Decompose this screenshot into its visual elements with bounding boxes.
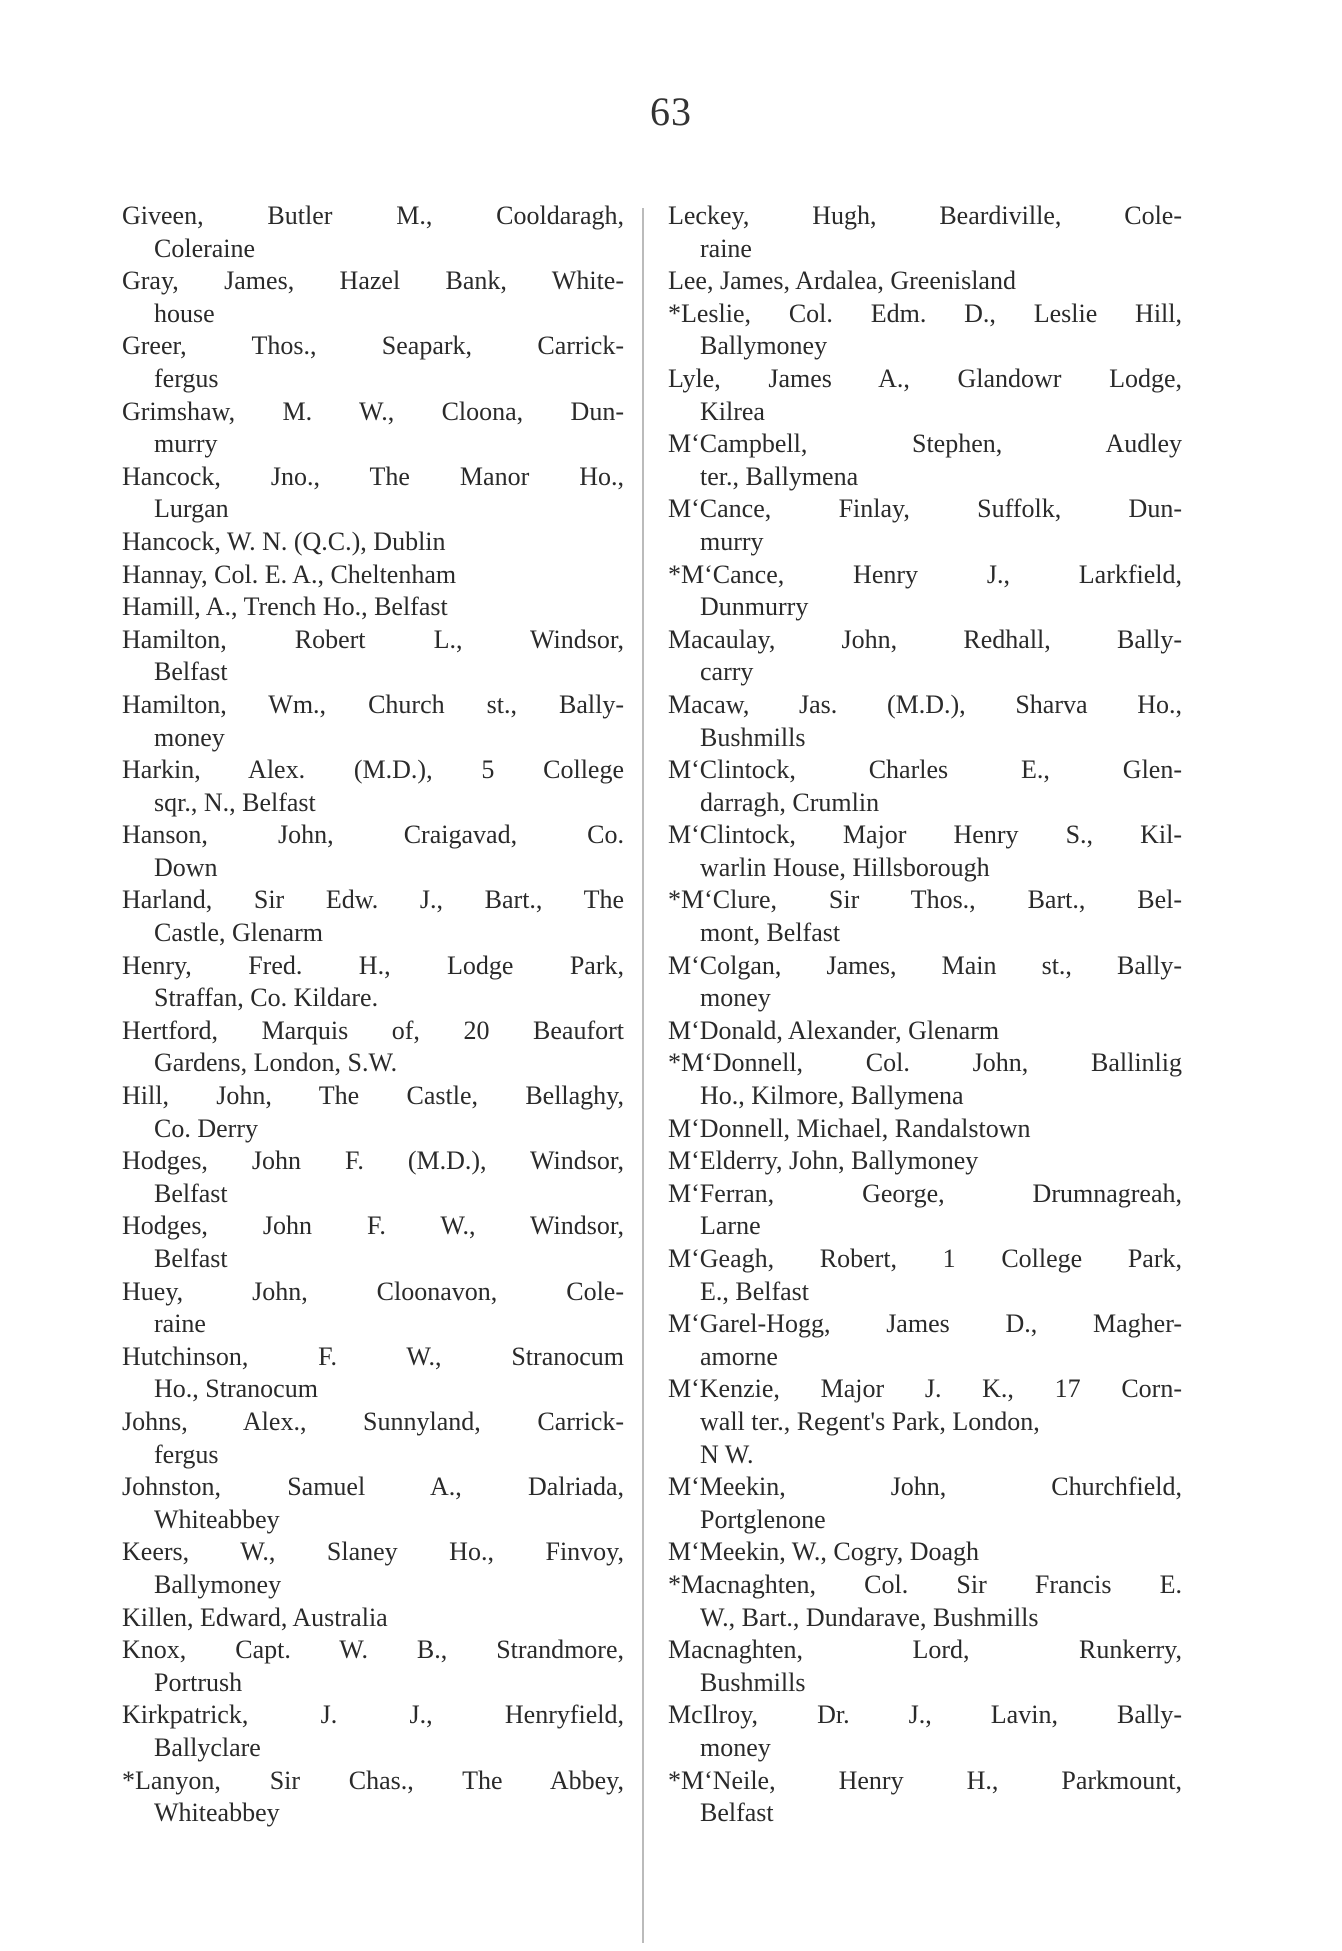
- directory-entry: [668, 950, 1182, 1015]
- entry-continuation: Belfast: [154, 1178, 228, 1208]
- directory-entry: [668, 428, 1182, 493]
- entry-line: Lyle, James A., Glandowr Lodge,: [668, 363, 1182, 393]
- entry-line: Gray, James, Hazel Bank, White-: [122, 266, 624, 296]
- entry-line: Macnaghten, Lord, Runkerry,: [668, 1635, 1182, 1665]
- directory-entry: [668, 265, 1182, 298]
- directory-entry: [122, 1276, 624, 1341]
- entry-line: M‘Garel-Hogg, James D., Magher-: [668, 1309, 1182, 1339]
- entry-line: M‘Clintock, Major Henry S., Kil-: [668, 820, 1182, 850]
- entry-continuation: Gardens, London, S.W.: [154, 1048, 398, 1078]
- entry-line: *Macnaghten, Col. Sir Francis E.: [668, 1569, 1182, 1599]
- entry-line: Leckey, Hugh, Beardiville, Cole-: [668, 201, 1182, 230]
- directory-entry: [122, 330, 624, 395]
- entry-continuation: house: [154, 298, 215, 328]
- entry-continuation: Lurgan: [154, 494, 229, 524]
- entry-continuation: Dunmurry: [700, 592, 809, 622]
- entry-continuation: Portrush: [154, 1667, 243, 1697]
- entry-continuation: Bushmills: [700, 1667, 806, 1697]
- directory-entry: [668, 1178, 1182, 1243]
- directory-entry: [668, 624, 1182, 689]
- directory-entry: [668, 1243, 1182, 1308]
- directory-entry: [122, 461, 624, 526]
- entry-line: M‘Donnell, Michael, Randalstown: [668, 1113, 1031, 1143]
- entry-line: Hodges, John F. W., Windsor,: [122, 1211, 624, 1241]
- entry-line: M‘Geagh, Robert, 1 College Park,: [668, 1244, 1182, 1273]
- directory-entry: [668, 1439, 1182, 1472]
- directory-entry: [668, 1308, 1182, 1373]
- directory-entry: [668, 754, 1182, 819]
- directory-entry: [668, 200, 1182, 265]
- directory-entry: [122, 1341, 624, 1406]
- directory-entry: [122, 754, 624, 819]
- entry-line: M‘Ferran, George, Drumnagreah,: [668, 1178, 1182, 1208]
- entry-line: Hutchinson, F. W., Stranocum: [122, 1341, 624, 1371]
- entry-continuation: sqr., N., Belfast: [154, 787, 316, 817]
- entry-continuation: money: [700, 1732, 771, 1762]
- entry-continuation: N W.: [700, 1439, 754, 1469]
- entry-continuation: Whiteabbey: [154, 1798, 280, 1828]
- entry-line: Johns, Alex., Sunnyland, Carrick-: [122, 1406, 624, 1436]
- directory-entry: [668, 1569, 1182, 1634]
- entry-continuation: Ballyclare: [154, 1732, 261, 1762]
- directory-entry: [122, 1015, 624, 1080]
- entry-line: Keers, W., Slaney Ho., Finvoy,: [122, 1537, 624, 1567]
- entry-line: Hamill, A., Trench Ho., Belfast: [122, 592, 448, 622]
- entry-line: McIlroy, Dr. J., Lavin, Bally-: [668, 1700, 1182, 1730]
- right-column: [668, 200, 1182, 1830]
- entry-line: *M‘Clure, Sir Thos., Bart., Bel-: [668, 885, 1182, 915]
- entry-line: Harkin, Alex. (M.D.), 5 College: [122, 755, 624, 785]
- entry-continuation: wall ter., Regent's Park, London,: [700, 1406, 1040, 1436]
- entry-line: M‘Kenzie, Major J. K., 17 Corn-: [668, 1374, 1182, 1404]
- entry-line: Greer, Thos., Seapark, Carrick-: [122, 331, 624, 361]
- entry-continuation: Straffan, Co. Kildare.: [154, 983, 379, 1013]
- entry-line: *Leslie, Col. Edm. D., Leslie Hill,: [668, 298, 1182, 328]
- entry-continuation: Whiteabbey: [154, 1504, 280, 1534]
- entry-line: Harland, Sir Edw. J., Bart., The: [122, 885, 624, 915]
- directory-entry: [668, 1047, 1182, 1112]
- entry-continuation: money: [154, 722, 225, 752]
- entry-continuation: raine: [700, 233, 752, 263]
- entry-line: Grimshaw, M. W., Cloona, Dun-: [122, 396, 624, 426]
- entry-line: M‘Elderry, John, Ballymoney: [668, 1146, 979, 1176]
- directory-entry: [122, 1471, 624, 1536]
- entry-line: Hannay, Col. E. A., Cheltenham: [122, 559, 457, 589]
- entry-continuation: Belfast: [154, 1244, 228, 1273]
- entry-continuation: Ballymoney: [154, 1569, 282, 1599]
- entry-line: *Lanyon, Sir Chas., The Abbey,: [122, 1765, 624, 1795]
- entry-line: Killen, Edward, Australia: [122, 1602, 388, 1632]
- directory-entry: [122, 559, 624, 592]
- directory-entry: [668, 493, 1182, 558]
- entry-line: Hill, John, The Castle, Bellaghy,: [122, 1081, 624, 1111]
- entry-line: M‘Meekin, John, Churchfield,: [668, 1472, 1182, 1502]
- entry-continuation: amorne: [700, 1341, 778, 1371]
- entry-line: Henry, Fred. H., Lodge Park,: [122, 950, 624, 980]
- directory-entry: [668, 1015, 1182, 1048]
- entry-continuation: Down: [154, 852, 218, 882]
- entry-continuation: murry: [700, 526, 764, 556]
- entry-continuation: Coleraine: [154, 233, 256, 263]
- entry-line: Macaulay, John, Redhall, Bally-: [668, 624, 1182, 654]
- directory-entry: [122, 689, 624, 754]
- entry-line: Hertford, Marquis of, 20 Beaufort: [122, 1015, 624, 1045]
- directory-entry: [122, 819, 624, 884]
- directory-entry: [122, 526, 624, 559]
- directory-entry: [668, 1536, 1182, 1569]
- left-column: [122, 200, 624, 1830]
- directory-entry: [122, 265, 624, 330]
- entry-line: Hancock, Jno., The Manor Ho.,: [122, 461, 624, 491]
- entry-continuation: Ho., Stranocum: [154, 1374, 318, 1404]
- entry-continuation: Ho., Kilmore, Ballymena: [700, 1081, 964, 1111]
- entry-line: Johnston, Samuel A., Dalriada,: [122, 1472, 624, 1502]
- entry-continuation: fergus: [154, 1439, 219, 1469]
- entry-continuation: Kilrea: [700, 396, 765, 426]
- directory-entry: [122, 1080, 624, 1145]
- entry-continuation: Belfast: [154, 657, 228, 687]
- directory-entry: [668, 1765, 1182, 1830]
- directory-entry: [122, 624, 624, 689]
- entry-continuation: Bushmills: [700, 722, 806, 752]
- directory-entry: [668, 819, 1182, 884]
- directory-entry: [668, 559, 1182, 624]
- entry-continuation: W., Bart., Dundarave, Bushmills: [700, 1602, 1039, 1632]
- directory-entry: [122, 200, 624, 265]
- directory-entry: [122, 1145, 624, 1210]
- directory-entry: [122, 1406, 624, 1471]
- directory-entry: [668, 884, 1182, 949]
- directory-entry: [122, 1210, 624, 1275]
- entry-continuation: Castle, Glenarm: [154, 918, 323, 948]
- entry-line: *M‘Donnell, Col. John, Ballinlig: [668, 1048, 1182, 1078]
- entry-continuation: murry: [154, 429, 218, 459]
- directory-entry: [122, 1765, 624, 1830]
- entry-line: M‘Cance, Finlay, Suffolk, Dun-: [668, 494, 1182, 524]
- directory-entry: [122, 950, 624, 1015]
- entry-line: Huey, John, Cloonavon, Cole-: [122, 1276, 624, 1306]
- directory-entry: [122, 591, 624, 624]
- directory-entry: [668, 1113, 1182, 1146]
- entry-line: Macaw, Jas. (M.D.), Sharva Ho.,: [668, 689, 1182, 719]
- directory-entry: [668, 689, 1182, 754]
- entry-continuation: Co. Derry: [154, 1113, 258, 1143]
- entry-continuation: mont, Belfast: [700, 918, 841, 948]
- entry-continuation: darragh, Crumlin: [700, 787, 880, 817]
- entry-line: M‘Campbell, Stephen, Audley: [668, 429, 1182, 459]
- entry-line: M‘Meekin, W., Cogry, Doagh: [668, 1537, 980, 1567]
- entry-line: *M‘Neile, Henry H., Parkmount,: [668, 1765, 1182, 1795]
- entry-line: M‘Colgan, James, Main st., Bally-: [668, 950, 1182, 980]
- directory-entry: [122, 1602, 624, 1635]
- directory-entry: [668, 1145, 1182, 1178]
- entry-line: Hamilton, Robert L., Windsor,: [122, 624, 624, 654]
- entry-line: *M‘Cance, Henry J., Larkfield,: [668, 559, 1182, 589]
- entry-line: M‘Clintock, Charles E., Glen-: [668, 755, 1182, 785]
- entry-line: Lee, James, Ardalea, Greenisland: [668, 266, 1016, 296]
- entry-continuation: raine: [154, 1309, 206, 1339]
- directory-entry: [668, 363, 1182, 428]
- directory-entry: [668, 298, 1182, 363]
- entry-continuation: Belfast: [700, 1798, 774, 1828]
- directory-entry: [668, 1471, 1182, 1536]
- entry-line: Knox, Capt. W. B., Strandmore,: [122, 1635, 624, 1665]
- entry-line: Hamilton, Wm., Church st., Bally-: [122, 689, 624, 719]
- entry-continuation: warlin House, Hillsborough: [700, 852, 990, 882]
- column-divider: [642, 208, 644, 1943]
- entry-continuation: E., Belfast: [700, 1276, 810, 1306]
- entry-continuation: carry: [700, 657, 754, 687]
- directory-entry: [668, 1373, 1182, 1438]
- entry-continuation: ter., Ballymena: [700, 461, 859, 491]
- entry-continuation: Larne: [700, 1211, 761, 1241]
- directory-entry: [122, 396, 624, 461]
- directory-entry: [122, 1699, 624, 1764]
- directory-entry: [122, 1536, 624, 1601]
- entry-line: Giveen, Butler M., Cooldaragh,: [122, 201, 624, 230]
- entry-continuation: fergus: [154, 363, 219, 393]
- entry-line: Hancock, W. N. (Q.C.), Dublin: [122, 526, 446, 556]
- entry-continuation: Portglenone: [700, 1504, 826, 1534]
- entry-continuation: Ballymoney: [700, 331, 828, 361]
- directory-entry: [668, 1699, 1182, 1764]
- entry-line: Hanson, John, Craigavad, Co.: [122, 820, 624, 850]
- entry-line: Kirkpatrick, J. J., Henryfield,: [122, 1700, 624, 1730]
- entry-line: M‘Donald, Alexander, Glenarm: [668, 1015, 1000, 1045]
- page-number: 63: [650, 89, 692, 134]
- directory-entry: [122, 1634, 624, 1699]
- directory-entry: [122, 884, 624, 949]
- entry-continuation: money: [700, 983, 771, 1013]
- directory-entry: [668, 1634, 1182, 1699]
- entry-line: Hodges, John F. (M.D.), Windsor,: [122, 1146, 624, 1176]
